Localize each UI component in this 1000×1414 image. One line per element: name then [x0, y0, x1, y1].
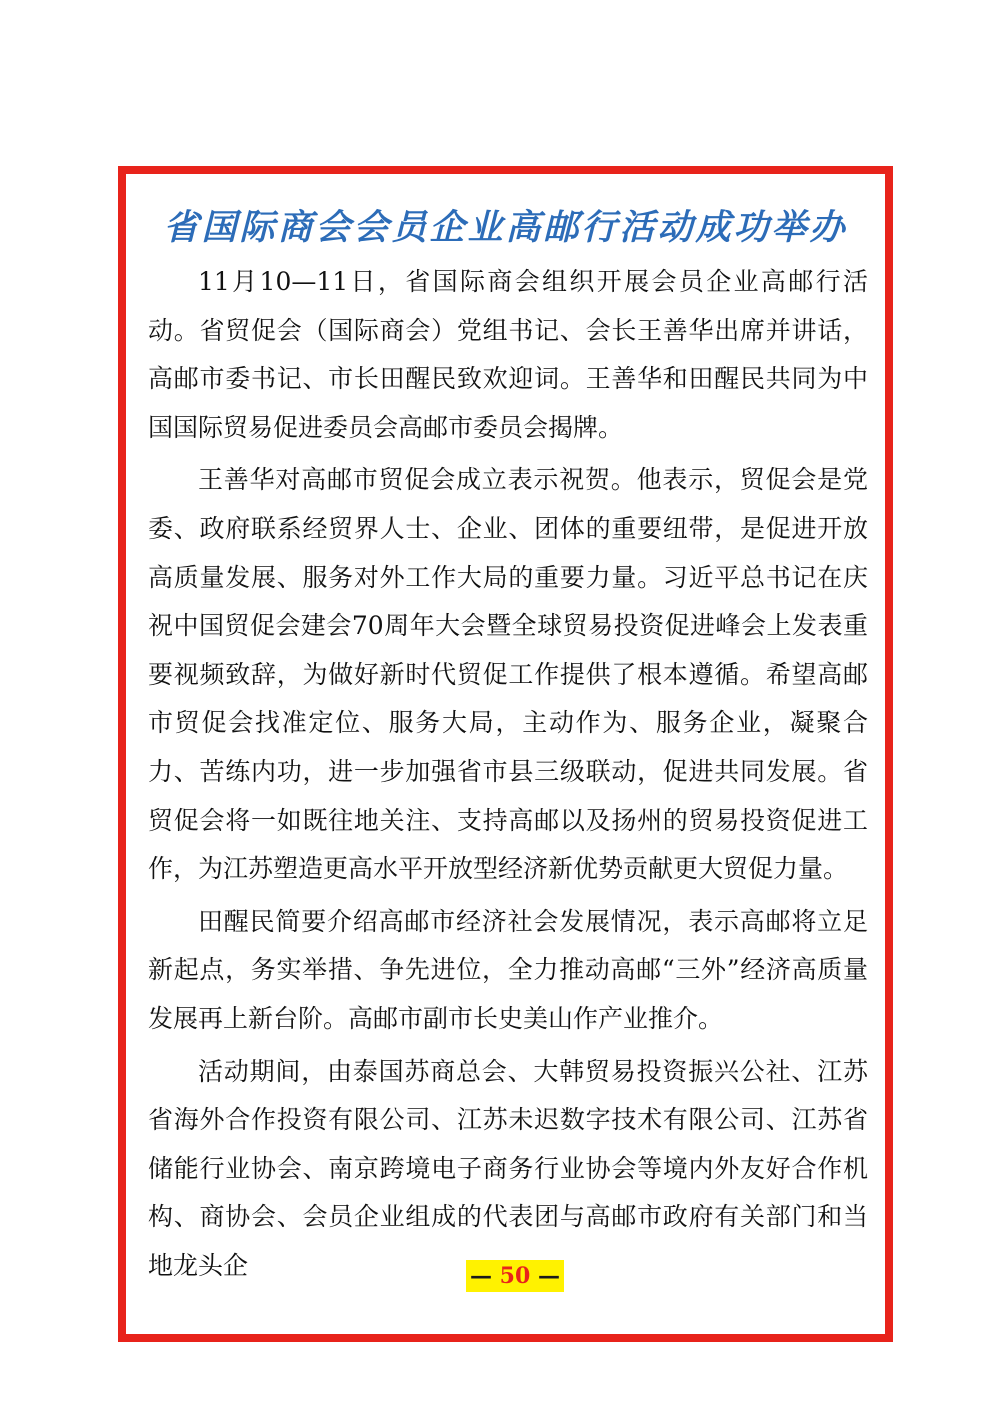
paragraph-2: 王善华对高邮市贸促会成立表示祝贺。他表示，贸促会是党委、政府联系经贸界人士、企业、团体的重要纽带，是促进开放高质量发展、服务对外工作大局的重要力量。习近平总书记在庆祝中国贸促会建会70周年大会暨全球贸易投资促进峰会上发表重要视频致辞，为做好新时代贸促工作提供了根本遵循。希望高邮市贸促会找准定位、服务大局，主动作为、服务企业，凝聚合力、苦练内功，进一步加强省市县三级联动，促进共同发展。省贸促会将一如既往地关注、支持高邮以及扬州的贸易投资促进工作，为江苏塑造更高水平开放型经济新优势贡献更大贸促力量。 — [148, 465, 868, 884]
paragraph-1: 11月10—11日，省国际商会组织开展会员企业高邮行活动。省贸促会（国际商会）党组书记、会长王善华出席并讲话，高邮市委书记、市长田醒民致欢迎词。王善华和田醒民共同为中国国际贸易促进委员会高邮市委员会揭牌。 — [148, 267, 868, 442]
page-number — [466, 1260, 564, 1292]
paragraph-4: 活动期间，由泰国苏商总会、大韩贸易投资振兴公社、江苏省海外合作投资有限公司、江苏未迟数字技术有限公司、江苏省储能行业协会、南京跨境电子商务行业协会等境内外友好合作机构、商协会、会员企业组成的代表团与高邮市政府有关部门和当地龙头企 — [148, 1056, 868, 1280]
article-body — [148, 258, 868, 1294]
paragraph-3: 田醒民简要介绍高邮市经济社会发展情况，表示高邮将立足新起点，务实举措、争先进位，全力推动高邮“三外”经济高质量发展再上新台阶。高邮市副市长史美山作产业推介。 — [148, 906, 868, 1033]
page-number-prefix: — — [470, 1263, 492, 1289]
page-number-value: 50 — [499, 1263, 531, 1289]
page-border-frame — [118, 166, 893, 1342]
page-number-suffix: — — [537, 1263, 560, 1289]
article-title: 省国际商会会员企业高邮行活动成功举办 — [163, 207, 848, 248]
